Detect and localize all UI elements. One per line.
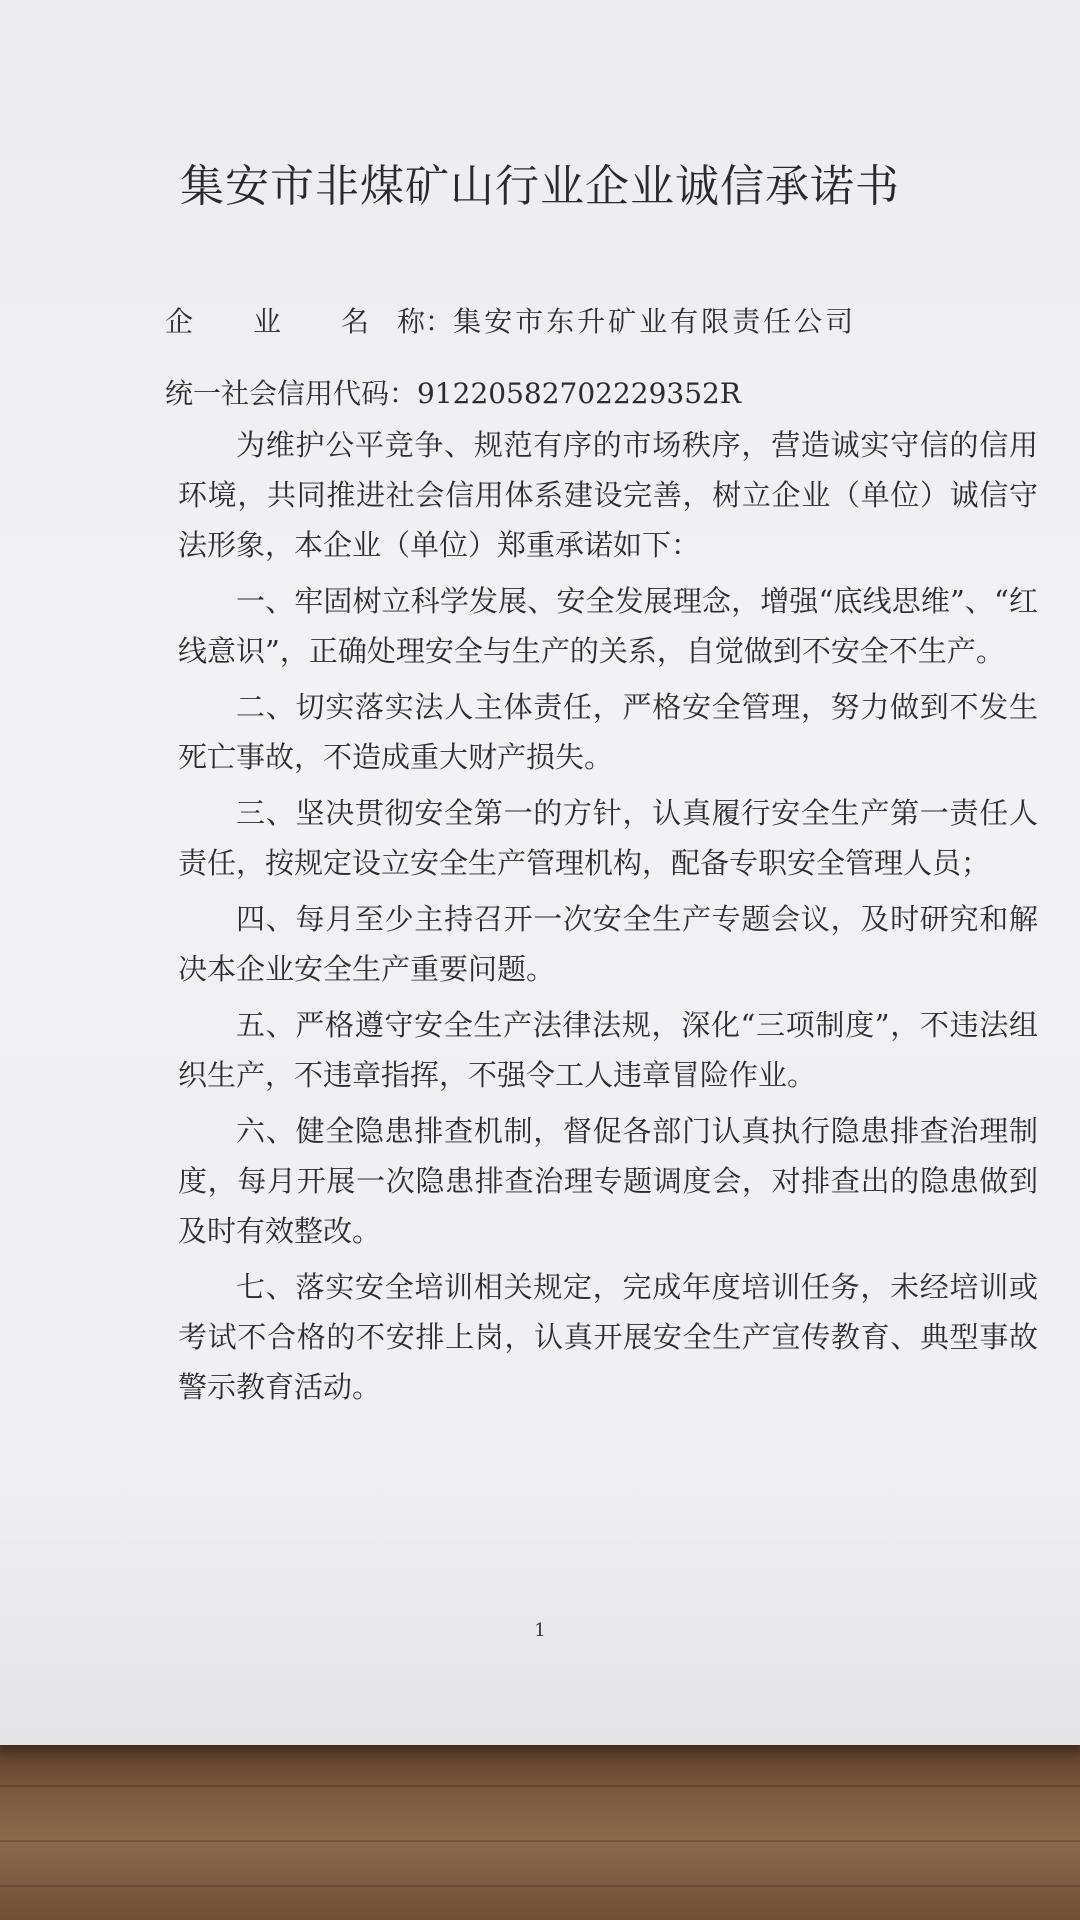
paragraph-item-7: 七、落实安全培训相关规定，完成年度培训任务，未经培训或考试不合格的不安排上岗，认真开展安全生产宣传教育、典型事故警示教育活动。: [178, 1270, 1038, 1404]
document-body: [178, 420, 1038, 1418]
company-name-field: [165, 300, 856, 340]
label-char: 企: [165, 305, 194, 338]
table-surface: [0, 1745, 1080, 1920]
label-char: 名: [341, 305, 370, 338]
credit-code-label: 统一社会信用代码：: [165, 377, 418, 410]
credit-code-value: 91220582702229352R: [417, 377, 741, 410]
label-char: 业: [253, 305, 282, 338]
paragraph-item-1: 一、牢固树立科学发展、安全发展理念，增强“底线思维”、“红线意识”，正确处理安全与生产的关系，自觉做到不安全不生产。: [178, 584, 1038, 668]
paragraph-item-6: 六、健全隐患排查机制，督促各部门认真执行隐患排查治理制度，每月开展一次隐患排查治理专题调度会，对排查出的隐患做到及时有效整改。: [178, 1114, 1038, 1248]
company-name-label: [165, 305, 453, 338]
credit-code-field: [165, 372, 741, 412]
label-char: 称：: [397, 305, 454, 338]
paragraph-item-5: 五、严格遵守安全生产法律法规，深化“三项制度”，不违法组织生产，不违章指挥，不强令工人违章冒险作业。: [178, 1008, 1038, 1092]
document-title: 集安市非煤矿山行业企业诚信承诺书: [180, 161, 900, 212]
paragraph-intro: 为维护公平竞争、规范有序的市场秩序，营造诚实守信的信用环境，共同推进社会信用体系建设完善，树立企业（单位）诚信守法形象，本企业（单位）郑重承诺如下：: [178, 428, 1038, 562]
page-number: 1: [534, 1620, 546, 1641]
paragraph-item-2: 二、切实落实法人主体责任，严格安全管理，努力做到不发生死亡事故，不造成重大财产损失。: [178, 690, 1038, 774]
company-name-value: 集安市东升矿业有限责任公司: [453, 305, 857, 338]
paragraph-item-4: 四、每月至少主持召开一次安全生产专题会议，及时研究和解决本企业安全生产重要问题。: [178, 902, 1038, 986]
paragraph-item-3: 三、坚决贯彻安全第一的方针，认真履行安全生产第一责任人责任，按规定设立安全生产管理机构，配备专职安全管理人员；: [178, 796, 1038, 880]
